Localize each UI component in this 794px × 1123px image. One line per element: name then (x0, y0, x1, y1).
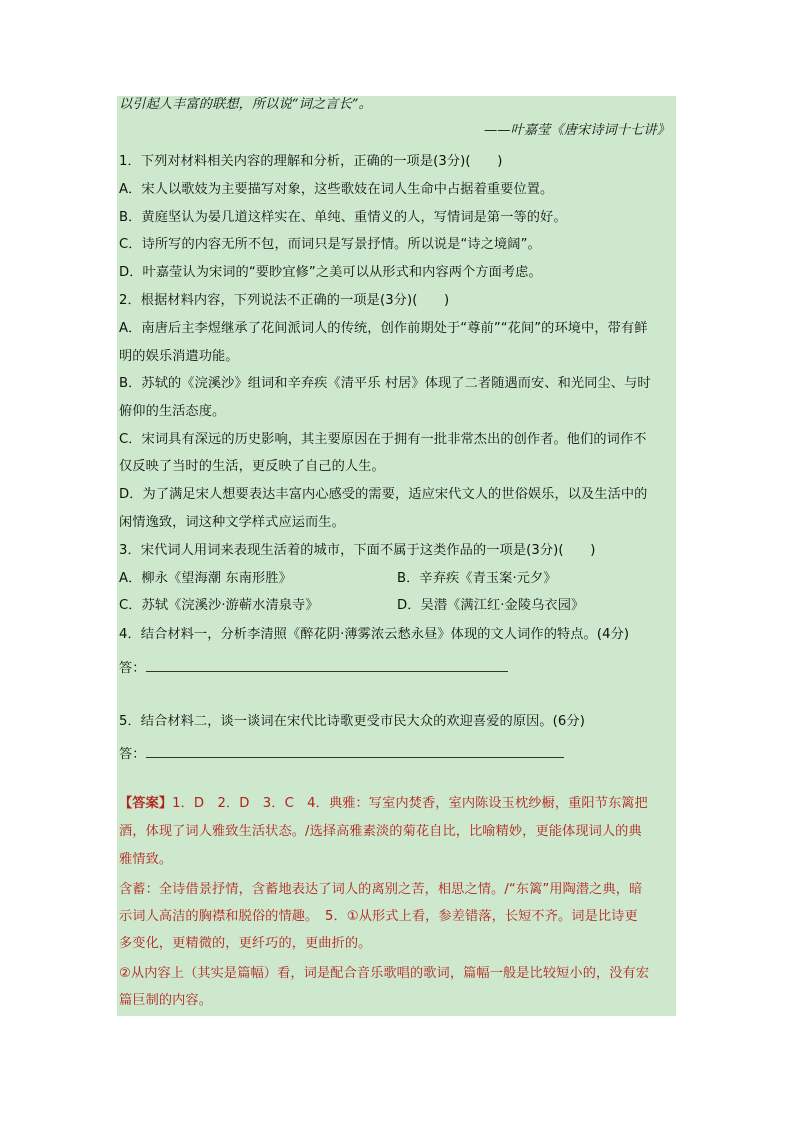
answer-line-8: 篇巨制的内容。 (119, 993, 213, 1008)
q5-answer-label: 答： (119, 747, 146, 762)
q3-option-b: B．辛弃疾《青玉案·元夕》 (397, 571, 557, 586)
answer-line-2: 酒，体现了词人雅致生活状态。/选择高雅素淡的菊花自比，比喻精妙，更能体现词人的典 (119, 824, 642, 839)
q2-option-d-cont: 闲情逸致，词这种文学样式应运而生。 (119, 515, 345, 530)
q5-stem: 5．结合材料二，谈一谈词在宋代比诗歌更受市民大众的欢迎喜爱的原因。(6分) (119, 714, 585, 729)
q3-row-1 (119, 571, 674, 587)
q2-option-b: B．苏轼的《浣溪沙》组词和辛弃疾《清平乐 村居》体现了二者随遇而安、和光同尘、与时 (119, 376, 651, 391)
q3-option-d: D．吴潜《满江红·金陵乌衣园》 (397, 598, 585, 613)
q1-option-b: B．黄庭坚认为晏几道这样实在、单纯、重情义的人，写情词是第一等的好。 (119, 210, 567, 225)
q1-option-d: D．叶嘉莹认为宋词的“要眇宜修”之美可以从形式和内容两个方面考虑。 (119, 265, 542, 280)
answer-line-4: 含蓄：全诗借景抒情，含蓄地表达了词人的离别之苦，相思之情。/“东篱”用陶潜之典，暗 (119, 882, 643, 897)
answer-line-6: 多变化，更精微的，更纤巧的，更曲折的。 (119, 936, 372, 951)
document-panel (117, 96, 676, 1016)
q2-option-a: A．南唐后主李煜继承了花间派词人的传统，创作前期处于“尊前”“花间”的环境中，带有鲜 (119, 321, 648, 336)
q2-option-a-cont: 明的娱乐消遣功能。 (119, 349, 239, 364)
q1-option-a: A．宋人以歌妓为主要描写对象，这些歌妓在词人生命中占据着重要位置。 (119, 182, 554, 197)
intro-line: 以引起人丰富的联想，所以说“词之言长”。 (119, 97, 372, 112)
q2-option-c: C．宋词具有深远的历史影响，其主要原因在于拥有一批非常杰出的创作者。他们的词作不 (119, 432, 647, 447)
q3-row-2 (119, 598, 674, 614)
answer-line-7: ②从内容上（其实是篇幅）看，词是配合音乐歌唱的歌词，篇幅一般是比较短小的，没有宏 (119, 966, 650, 981)
q4-stem: 4．结合材料一，分析李清照《醉花阴·薄雾浓云愁永昼》体现的文人词作的特点。(4分) (119, 627, 630, 642)
answer-line-5: 示词人高洁的胸襟和脱俗的情趣。 5．①从形式上看，参差错落，长短不齐。词是比诗更 (119, 909, 638, 924)
q4-answer-label: 答： (119, 661, 146, 676)
q2-option-c-cont: 仅反映了当时的生活，更反映了自己的人生。 (119, 459, 385, 474)
q5-answer-row (119, 745, 674, 763)
answer-label: 【答案】 (119, 796, 173, 811)
answer-text-1: 1．D 2．D 3．C 4．典雅：写室内焚香，室内陈设玉枕纱橱，重阳节东篱把 (172, 796, 648, 811)
source-citation: ——叶嘉莹《唐宋诗词十七讲》 (483, 123, 670, 138)
answer-line-1 (119, 796, 674, 812)
q1-stem: 1．下列对材料相关内容的理解和分析，正确的一项是(3分)( ) (119, 154, 503, 169)
q4-answer-blank[interactable] (146, 659, 508, 672)
q5-answer-blank[interactable] (146, 745, 564, 758)
q2-option-b-cont: 俯仰的生活态度。 (119, 404, 226, 419)
q4-answer-row (119, 659, 674, 677)
q3-option-a: A．柳永《望海潮 东南形胜》 (119, 571, 292, 586)
q1-option-c: C．诗所写的内容无所不包，而词只是写景抒情。所以说是“诗之境阔”。 (119, 237, 541, 252)
answer-line-3: 雅情致。 (119, 852, 173, 867)
q3-stem: 3．宋代词人用词来表现生活着的城市，下面不属于这类作品的一项是(3分)( ) (119, 543, 596, 558)
q2-option-d: D．为了满足宋人想要表达丰富内心感受的需要，适应宋代文人的世俗娱乐，以及生活中的 (119, 487, 648, 502)
q3-option-c: C．苏轼《浣溪沙·游蕲水清泉寺》 (119, 598, 319, 613)
q2-stem: 2．根据材料内容，下列说法不正确的一项是(3分)( ) (119, 293, 450, 308)
